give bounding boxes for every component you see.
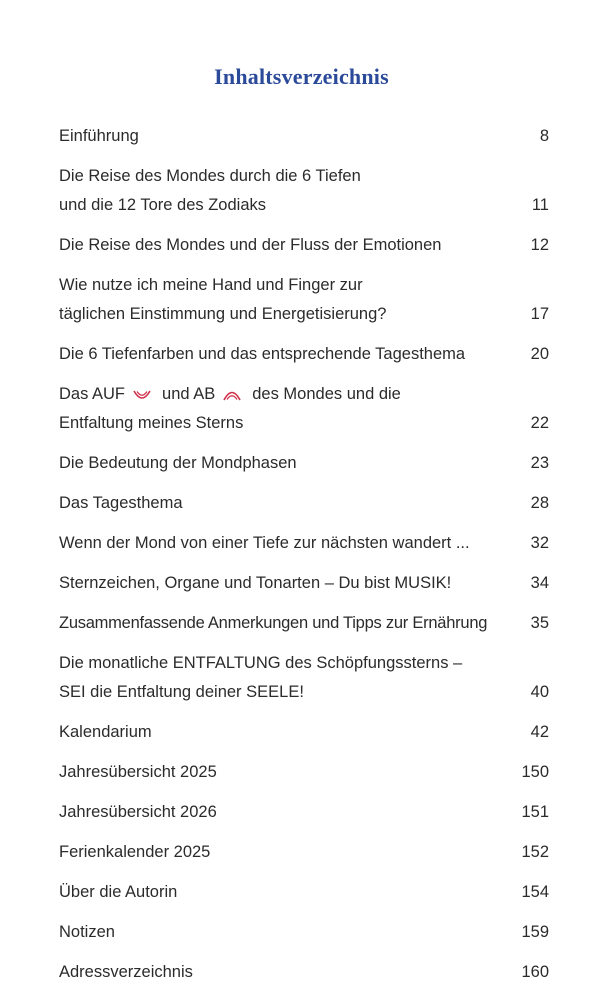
toc-page-number: 154 [521,883,549,901]
toc-entry-title: Adressverzeichnis [59,963,193,981]
toc-entry-title: Das Tagesthema [59,494,183,512]
toc-entry[interactable] [59,271,549,329]
toc-entry-title: Ferienkalender 2025 [59,843,211,861]
toc-entry-title: Die monatliche ENTFALTUNG des Schöpfungssterns – [59,654,463,672]
toc-entry-title: täglichen Einstimmung und Energetisierung? [59,305,387,323]
toc-page-number: 40 [530,683,549,701]
toc-entry-title: Kalendarium [59,723,152,741]
toc-page-number: 150 [521,763,549,781]
toc-entry-title: Die Reise des Mondes durch die 6 Tiefen [59,167,361,185]
toc-entry[interactable] [59,231,549,260]
toc-page-number: 160 [521,963,549,981]
toc-entry[interactable] [59,489,549,518]
toc-page-number: 22 [530,414,549,432]
toc-entry[interactable] [59,449,549,478]
toc-page-number: 35 [530,614,549,632]
toc-page-number: 11 [531,196,549,214]
toc-entry[interactable] [59,878,549,907]
toc-entry-title: Wie nutze ich meine Hand und Finger zur [59,276,363,294]
toc-entry-title: Notizen [59,923,115,941]
toc-entry[interactable] [59,718,549,747]
toc-entry[interactable] [59,340,549,369]
toc-entry-title: Sternzeichen, Organe und Tonarten – Du bist MUSIK! [59,574,452,592]
toc-entry-title-with-icons: Das AUF und AB des Mondes und die [59,385,401,403]
toc-entry[interactable] [59,758,549,787]
toc-entry[interactable] [59,380,549,438]
toc-page-number: 28 [530,494,549,512]
toc-entry-title: SEI die Entfaltung deiner SEELE! [59,683,304,701]
toc-page-number: 12 [530,236,549,254]
toc-entry-title: Entfaltung meines Sterns [59,414,244,432]
toc-entry[interactable] [59,162,549,220]
moon-up-icon [132,388,152,402]
toc-entry-title: Zusammenfassende Anmerkungen und Tipps zur Ernährung [59,614,488,632]
toc-page-number: 20 [530,345,549,363]
toc-page-number: 42 [530,723,549,741]
toc-page-number: 152 [521,843,549,861]
toc-entry-title: Einführung [59,127,139,145]
toc-entry-title: Die Bedeutung der Mondphasen [59,454,297,472]
toc-page-number: 151 [521,803,549,821]
toc-entry-title: Die 6 Tiefenfarben und das entsprechende Tagesthema [59,345,466,363]
toc-entry-title: Jahresübersicht 2025 [59,763,217,781]
toc-entry[interactable] [59,918,549,947]
table-of-contents [59,122,549,998]
toc-entry[interactable] [59,958,549,987]
toc-entry-title: Die Reise des Mondes und der Fluss der Emotionen [59,236,442,254]
toc-entry-title: und die 12 Tore des Zodiaks [59,196,266,214]
toc-entry-title: Jahresübersicht 2026 [59,803,217,821]
toc-entry[interactable] [59,122,549,151]
toc-entry[interactable] [59,838,549,867]
toc-entry-title: Über die Autorin [59,883,178,901]
toc-page-number: 159 [521,923,549,941]
toc-entry[interactable] [59,798,549,827]
page-title: Inhaltsverzeichnis [214,64,389,89]
toc-page-number: 17 [530,305,549,323]
toc-page-number: 32 [530,534,549,552]
toc-page-number: 23 [530,454,549,472]
moon-down-icon [222,388,242,402]
toc-entry[interactable] [59,529,549,558]
toc-entry[interactable] [59,649,549,707]
toc-entry[interactable] [59,609,549,638]
toc-entry[interactable] [59,569,549,598]
toc-page-number: 8 [539,127,549,145]
toc-entry-title: Wenn der Mond von einer Tiefe zur nächsten wandert ... [59,534,470,552]
toc-page-number: 34 [530,574,549,592]
